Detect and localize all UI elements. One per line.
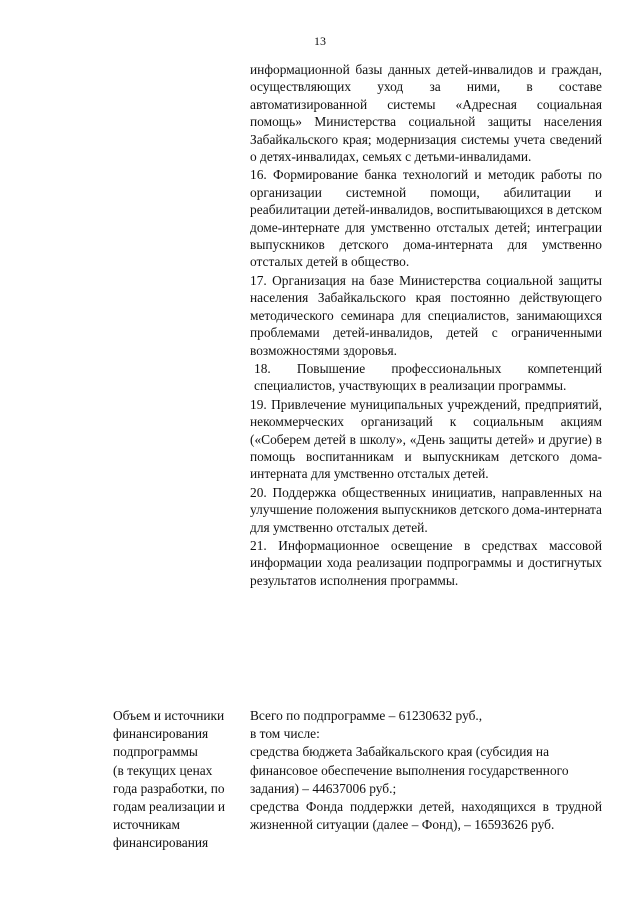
financing-fund: средства Фонда поддержки детей, находящихся в трудной жизненной ситуации (далее – Фонд), – 16593626 руб. [250, 799, 602, 833]
financing-label-line: источникам [113, 817, 180, 833]
financing-budget: средства бюджета Забайкальского края (субсидия на финансовое обеспечение выполнения государственного задания) – 44637006 руб.; [250, 744, 569, 796]
financing-label [113, 707, 243, 853]
financing-label-line: (в текущих ценах [113, 762, 213, 778]
list-item: 18. Повышение профессиональных компетенций специалистов, участвующих в реализации программы. [254, 360, 602, 394]
financing-label-line: года разработки, по [113, 780, 225, 796]
financing-label-line: годам реализации и [113, 799, 226, 815]
list-item: 16. Формирование банка технологий и методик работы по организации системной помощи, абилитации и реабилитации детей-инвалидов, воспитывающихся в детском доме-интернате для умственно отсталых детей; интеграции выпускников детского дома-интерната для умственно отсталых детей в общество. [250, 167, 602, 270]
list-item: 19. Привлечение муниципальных учреждений, предприятий, некоммерческих организаций к социальным акциям («Соберем детей в школу», «День защиты детей» и другие) в помощь воспитанникам и выпускникам детского дома-интерната для умственно отсталых детей. [250, 396, 602, 482]
list-item: 21. Информационное освещение в средствах массовой информации хода реализации подпрограммы и достигнутых результатов исполнения программы. [250, 537, 602, 588]
list-item: 20. Поддержка общественных инициатив, направленных на улучшение положения выпускников детского дома-интерната для умственно отсталых детей. [250, 484, 602, 535]
list-item: 17. Организация на базе Министерства социальной защиты населения Забайкальского края постоянно действующего методического семинара для специалистов, занимающихся проблемами детей-инвалидов, детей с ограниченными возможностями здоровья. [250, 272, 602, 358]
financing-including: в том числе: [250, 726, 320, 742]
financing-label-line: подпрограммы [113, 744, 198, 760]
financing-total: Всего по подпрограмме – 61230632 руб., [250, 708, 483, 723]
measures-list [250, 61, 602, 590]
page-number: 13 [314, 34, 326, 48]
financing-label-line: финансирования [113, 835, 209, 851]
financing-label-line: Объем и источники [113, 708, 225, 723]
list-item: информационной базы данных детей-инвалидов и граждан, осуществляющих уход за ними, в составе автоматизированной системы «Адресная социальная помощь» Министерства социальной защиты населения Забайкальского края; модернизация системы учета сведений о детях-инвалидах, семьях с детьми-инвалидами. [250, 62, 602, 165]
financing-label-line: финансирования [113, 726, 209, 742]
financing-details [250, 707, 602, 834]
